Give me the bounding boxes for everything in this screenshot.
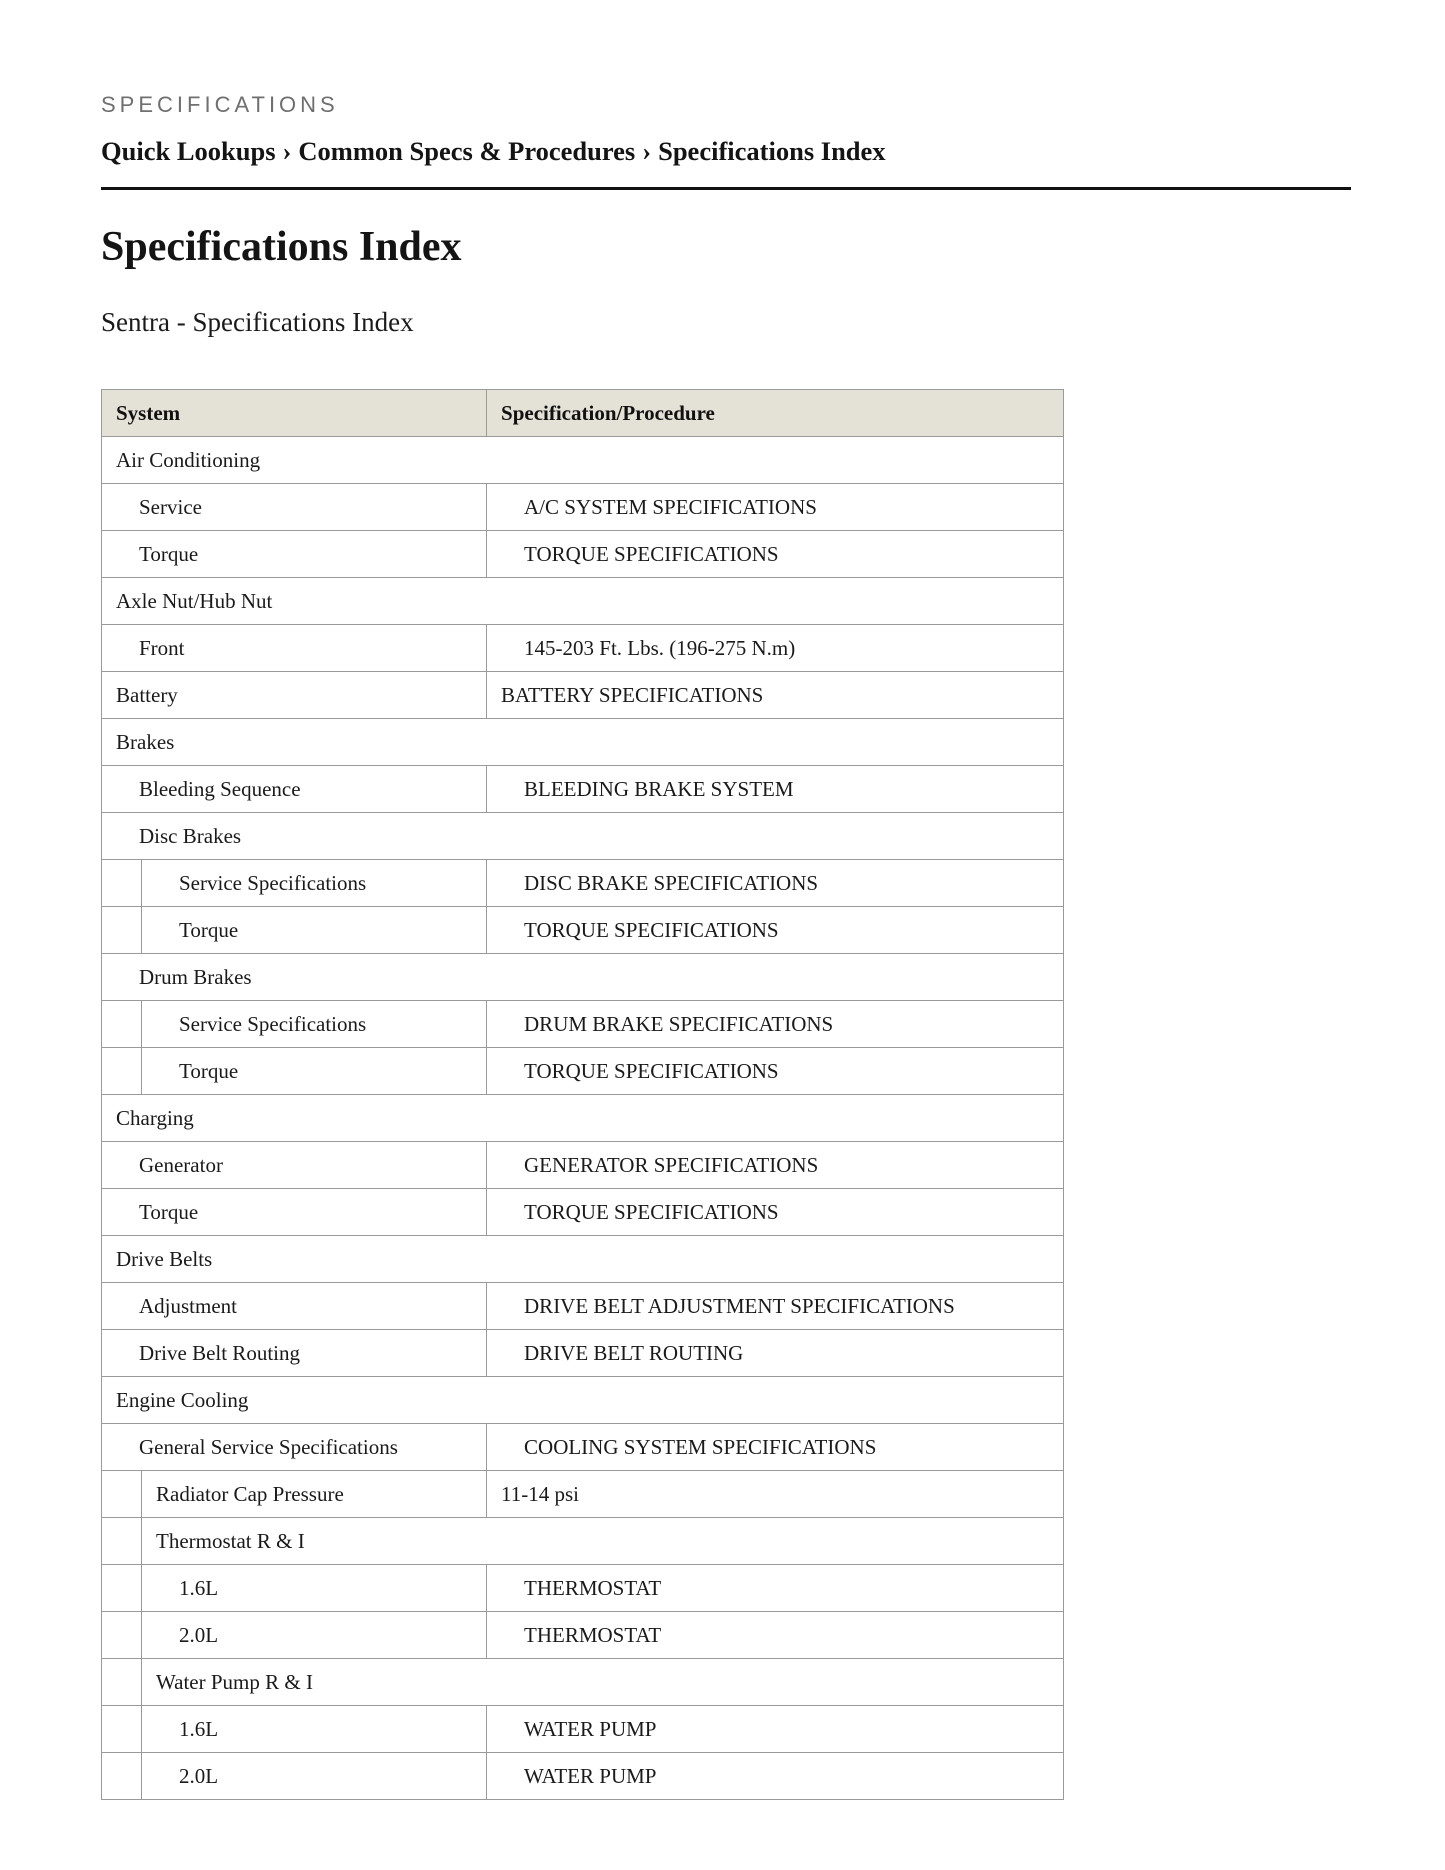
column-header-specification: Specification/Procedure (487, 390, 1064, 437)
spec-link[interactable]: DISC BRAKE SPECIFICATIONS (487, 860, 1064, 907)
table-row (102, 625, 1064, 672)
system-cell: Water Pump R & I (142, 1659, 1064, 1706)
page-subtitle: Sentra - Specifications Index (101, 307, 414, 337)
breadcrumb-separator: › (282, 136, 292, 166)
table-row (102, 1612, 1064, 1659)
table-header-row (102, 390, 1064, 437)
table-row (102, 1659, 1064, 1706)
system-cell: Battery (102, 672, 487, 719)
indent-cell (102, 1612, 142, 1659)
indent-cell (102, 1048, 142, 1095)
spec-value: 11-14 psi (487, 1471, 1064, 1518)
header-divider (101, 187, 1351, 190)
system-cell: Drum Brakes (102, 954, 1064, 1001)
system-cell: Torque (102, 1189, 487, 1236)
spec-link[interactable]: THERMOSTAT (487, 1565, 1064, 1612)
spec-link[interactable]: TORQUE SPECIFICATIONS (487, 531, 1064, 578)
system-cell: Thermostat R & I (142, 1518, 1064, 1565)
indent-cell (102, 1565, 142, 1612)
system-cell: 1.6L (142, 1565, 487, 1612)
table-row (102, 1377, 1064, 1424)
system-cell: Generator (102, 1142, 487, 1189)
spec-link[interactable]: DRUM BRAKE SPECIFICATIONS (487, 1001, 1064, 1048)
spec-link[interactable]: BATTERY SPECIFICATIONS (487, 672, 1064, 719)
table-row (102, 1001, 1064, 1048)
indent-cell (102, 907, 142, 954)
table-row (102, 1471, 1064, 1518)
table-row (102, 531, 1064, 578)
breadcrumb-item-current: Specifications Index (658, 136, 886, 166)
system-cell: Service Specifications (142, 860, 487, 907)
system-cell: 2.0L (142, 1612, 487, 1659)
system-cell: Drive Belts (102, 1236, 1064, 1283)
spec-link[interactable]: COOLING SYSTEM SPECIFICATIONS (487, 1424, 1064, 1471)
table-row (102, 1330, 1064, 1377)
spec-link[interactable]: TORQUE SPECIFICATIONS (487, 907, 1064, 954)
table-row (102, 484, 1064, 531)
system-cell: Brakes (102, 719, 1064, 766)
spec-link[interactable]: GENERATOR SPECIFICATIONS (487, 1142, 1064, 1189)
system-cell: Front (102, 625, 487, 672)
system-cell: Torque (142, 1048, 487, 1095)
system-cell: Service Specifications (142, 1001, 487, 1048)
table-row (102, 1565, 1064, 1612)
table-row (102, 954, 1064, 1001)
indent-cell (102, 1471, 142, 1518)
table-body (102, 437, 1064, 1800)
system-cell: Axle Nut/Hub Nut (102, 578, 1064, 625)
spec-link[interactable]: DRIVE BELT ROUTING (487, 1330, 1064, 1377)
breadcrumb-item-quick-lookups[interactable]: Quick Lookups (101, 136, 276, 166)
system-cell: General Service Specifications (102, 1424, 487, 1471)
system-cell: Charging (102, 1095, 1064, 1142)
system-cell: Disc Brakes (102, 813, 1064, 860)
breadcrumb (101, 138, 886, 165)
system-cell: Service (102, 484, 487, 531)
table-row (102, 1424, 1064, 1471)
table-row (102, 907, 1064, 954)
table-row (102, 860, 1064, 907)
spec-link[interactable]: THERMOSTAT (487, 1612, 1064, 1659)
system-cell: Radiator Cap Pressure (142, 1471, 487, 1518)
breadcrumb-item-common-specs[interactable]: Common Specs & Procedures (298, 136, 636, 166)
system-cell: 1.6L (142, 1706, 487, 1753)
column-header-system: System (102, 390, 487, 437)
table-row (102, 672, 1064, 719)
table-row (102, 1706, 1064, 1753)
indent-cell (102, 1659, 142, 1706)
indent-cell (102, 1706, 142, 1753)
table-row (102, 1095, 1064, 1142)
spec-link[interactable]: DRIVE BELT ADJUSTMENT SPECIFICATIONS (487, 1283, 1064, 1330)
table-row (102, 1283, 1064, 1330)
system-cell: Air Conditioning (102, 437, 1064, 484)
table-row (102, 1048, 1064, 1095)
indent-cell (102, 1753, 142, 1800)
system-cell: Bleeding Sequence (102, 766, 487, 813)
spec-link[interactable]: TORQUE SPECIFICATIONS (487, 1189, 1064, 1236)
system-cell: Engine Cooling (102, 1377, 1064, 1424)
specifications-table (101, 389, 1064, 1800)
spec-link[interactable]: BLEEDING BRAKE SYSTEM (487, 766, 1064, 813)
system-cell: Torque (102, 531, 487, 578)
page-title: Specifications Index (101, 224, 462, 270)
section-eyebrow: SPECIFICATIONS (101, 92, 339, 117)
spec-link[interactable]: WATER PUMP (487, 1706, 1064, 1753)
table-row (102, 1753, 1064, 1800)
table-row (102, 1236, 1064, 1283)
indent-cell (102, 1518, 142, 1565)
spec-value: 145-203 Ft. Lbs. (196-275 N.m) (487, 625, 1064, 672)
table-row (102, 1518, 1064, 1565)
table-row (102, 437, 1064, 484)
system-cell: Adjustment (102, 1283, 487, 1330)
breadcrumb-separator: › (642, 136, 652, 166)
system-cell: Drive Belt Routing (102, 1330, 487, 1377)
spec-link[interactable]: A/C SYSTEM SPECIFICATIONS (487, 484, 1064, 531)
table-row (102, 1142, 1064, 1189)
spec-link[interactable]: TORQUE SPECIFICATIONS (487, 1048, 1064, 1095)
indent-cell (102, 860, 142, 907)
system-cell: 2.0L (142, 1753, 487, 1800)
table-row (102, 1189, 1064, 1236)
table-row (102, 813, 1064, 860)
table-row (102, 719, 1064, 766)
indent-cell (102, 1001, 142, 1048)
table-row (102, 578, 1064, 625)
system-cell: Torque (142, 907, 487, 954)
spec-link[interactable]: WATER PUMP (487, 1753, 1064, 1800)
table-row (102, 766, 1064, 813)
